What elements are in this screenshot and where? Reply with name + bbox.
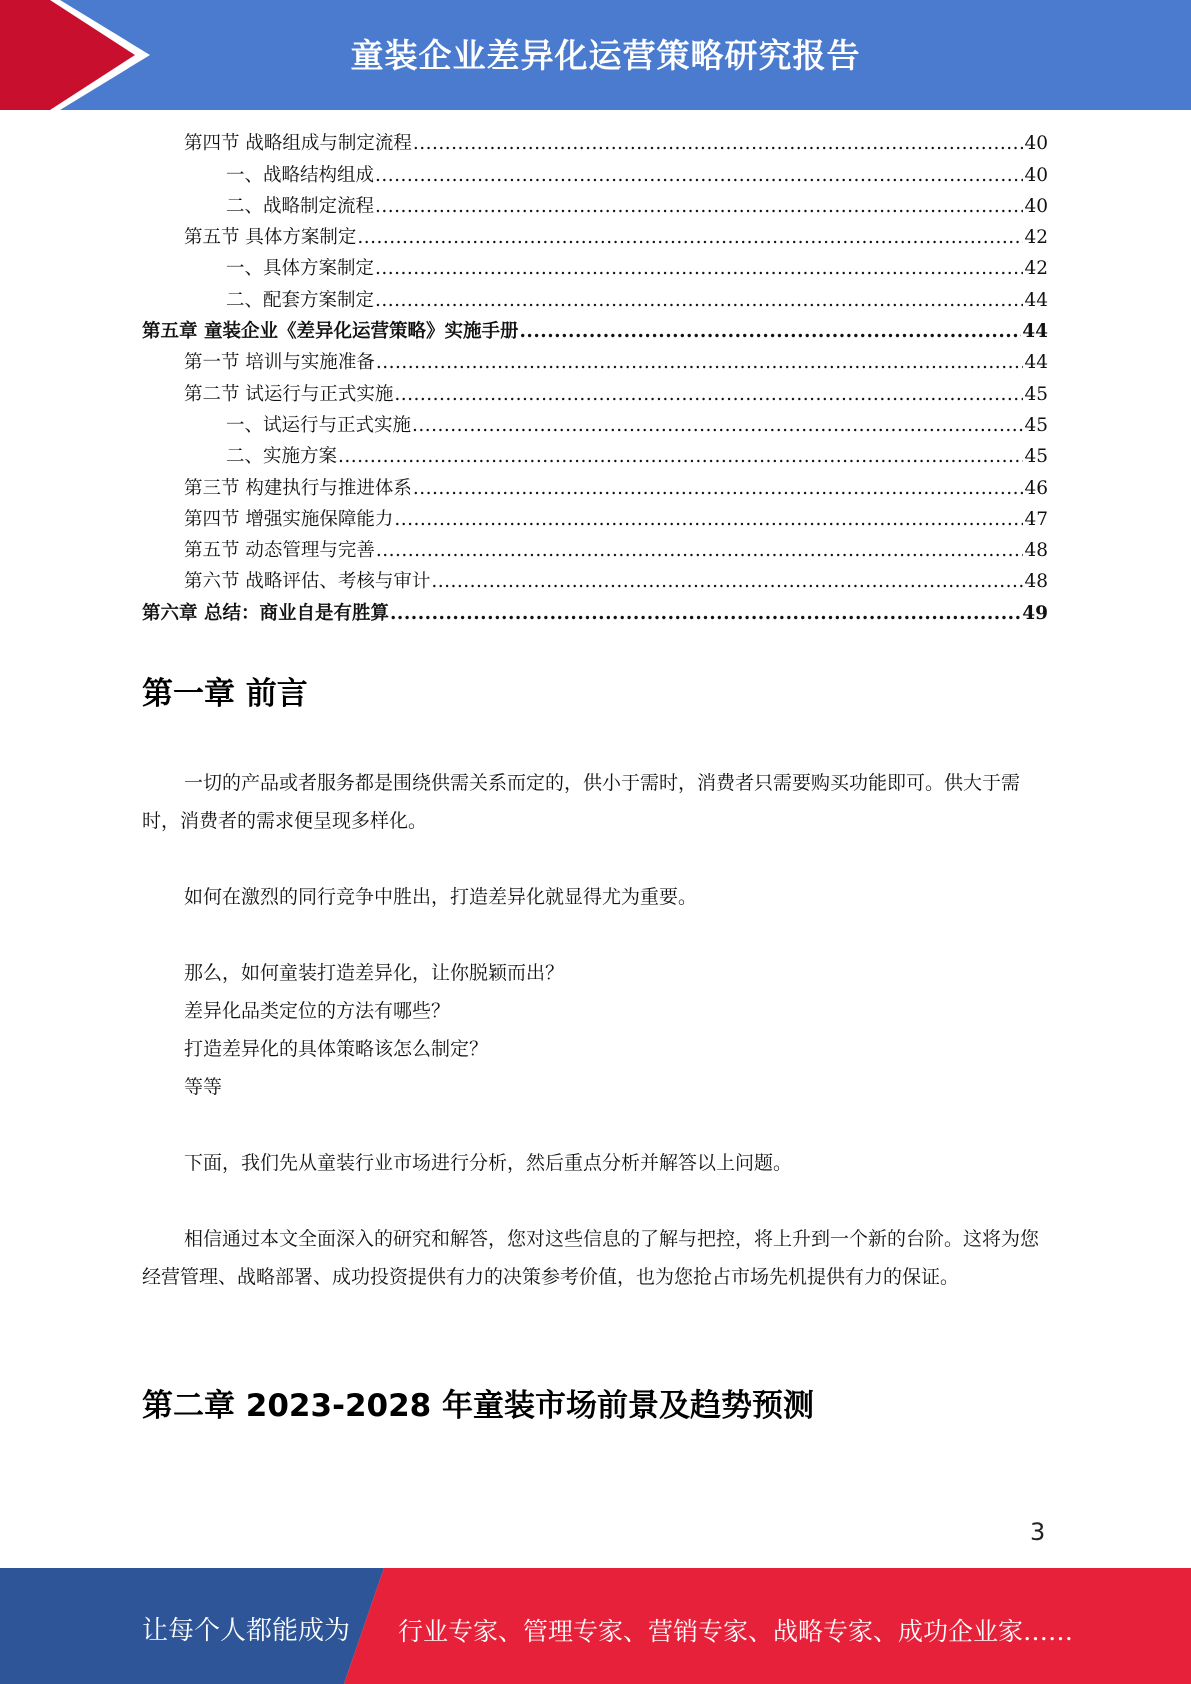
question-4: 等等 (184, 1076, 223, 1098)
toc-entry-page: 42 (1024, 258, 1048, 280)
toc-entry-page: 46 (1024, 477, 1048, 499)
toc-leader-dots (413, 128, 1024, 159)
page-number: 3 (1030, 1518, 1046, 1546)
toc-entry-label: 一、具体方案制定 (226, 258, 375, 280)
paragraph-4: 相信通过本文全面深入的研究和解答，您对这些信息的了解与把控，将上升到一个新的台阶。这将为您经营管理、战略部署、成功投资提供有力的决策参考价值，也为您抢占市场先机提供有力的保证。 (142, 1228, 1040, 1288)
page-footer (0, 1568, 1191, 1684)
toc-entry-page: 47 (1024, 508, 1048, 530)
toc-entry-page: 44 (1024, 352, 1048, 374)
toc-entry[interactable] (142, 535, 1048, 566)
toc-leader-dots (357, 222, 1023, 253)
toc-entry-page: 40 (1024, 133, 1048, 155)
question-1: 那么，如何童装打造差异化，让你脱颖而出？ (184, 962, 565, 984)
toc-leader-dots (338, 441, 1023, 472)
toc-entry[interactable] (142, 566, 1048, 597)
toc-entry-label: 第五节 具体方案制定 (184, 227, 357, 249)
toc-entry[interactable] (142, 159, 1048, 190)
toc-entry[interactable] (142, 316, 1048, 347)
toc-leader-dots (394, 379, 1023, 410)
toc-entry-label: 二、战略制定流程 (226, 195, 375, 217)
toc-entry-label: 第四节 增强实施保障能力 (184, 508, 394, 530)
toc-entry-page: 40 (1024, 164, 1048, 186)
toc-entry-page: 44 (1022, 321, 1048, 343)
report-title: 童装企业差异化运营策略研究报告 (350, 36, 861, 75)
toc-entry[interactable] (142, 128, 1048, 159)
toc-entry[interactable] (142, 347, 1048, 378)
toc-leader-dots (375, 285, 1023, 316)
toc-entry[interactable] (142, 284, 1048, 315)
page-header (0, 0, 1191, 110)
toc-leader-dots (390, 598, 1021, 629)
toc-leader-dots (412, 410, 1023, 441)
toc-entry[interactable] (142, 441, 1048, 472)
toc-entry-page: 40 (1024, 195, 1048, 217)
paragraph-2: 如何在激烈的同行竞争中胜出，打造差异化就显得尤为重要。 (184, 886, 698, 908)
toc-entry-page: 44 (1024, 289, 1048, 311)
toc-leader-dots (376, 535, 1024, 566)
toc-entry[interactable] (142, 410, 1048, 441)
toc-entry-label: 二、实施方案 (226, 446, 338, 468)
toc-leader-dots (394, 504, 1023, 535)
toc-entry[interactable] (142, 472, 1048, 503)
toc-entry-page: 45 (1024, 414, 1048, 436)
toc-leader-dots (375, 253, 1023, 284)
toc-entry-page: 48 (1024, 540, 1048, 562)
toc-entry[interactable] (142, 504, 1048, 535)
toc-entry-label: 第一节 培训与实施准备 (184, 352, 375, 374)
toc-entry-page: 49 (1022, 602, 1048, 624)
toc-leader-dots (519, 316, 1021, 347)
toc-entry-label: 第六节 战略评估、考核与审计 (184, 571, 431, 593)
toc-entry-label: 第三节 构建执行与推进体系 (184, 477, 412, 499)
toc-leader-dots (376, 347, 1024, 378)
toc-entry-label: 二、配套方案制定 (226, 289, 375, 311)
toc-entry-label: 第四节 战略组成与制定流程 (184, 133, 412, 155)
toc-entry-label: 第五节 动态管理与完善 (184, 540, 375, 562)
toc-entry-label: 第二节 试运行与正式实施 (184, 383, 394, 405)
footer-slogan-left: 让每个人都能成为 (142, 1616, 351, 1646)
question-3: 打造差异化的具体策略该怎么制定？ (184, 1038, 489, 1060)
toc-entry-label: 一、战略结构组成 (226, 164, 375, 186)
toc-entry-label: 第六章 总结：商业自是有胜算 (142, 602, 389, 624)
toc-entry[interactable] (142, 378, 1048, 409)
toc-entry-page: 48 (1024, 571, 1048, 593)
table-of-contents (142, 128, 1048, 629)
toc-entry[interactable] (142, 253, 1048, 284)
toc-entry-label: 一、试运行与正式实施 (226, 414, 412, 436)
toc-leader-dots (375, 160, 1023, 191)
toc-entry[interactable] (142, 222, 1048, 253)
chapter-2-title: 第二章 2023-2028 年童装市场前景及趋势预测 (142, 1388, 815, 1424)
paragraph-1: 一切的产品或者服务都是围绕供需关系而定的，供小于需时，消费者只需要购买功能即可。供大于需时，消费者的需求便呈现多样化。 (142, 772, 1021, 832)
question-2: 差异化品类定位的方法有哪些？ (184, 1000, 451, 1022)
toc-leader-dots (431, 566, 1023, 597)
toc-entry-page: 45 (1024, 383, 1048, 405)
toc-entry-page: 45 (1024, 446, 1048, 468)
toc-entry[interactable] (142, 191, 1048, 222)
toc-leader-dots (375, 191, 1023, 222)
chapter-1-title: 第一章 前言 (142, 676, 308, 712)
toc-entry-label: 第五章 童装企业《差异化运营策略》实施手册 (142, 321, 519, 343)
paragraph-3: 下面，我们先从童装行业市场进行分析，然后重点分析并解答以上问题。 (184, 1152, 793, 1174)
toc-leader-dots (413, 473, 1024, 504)
toc-entry-page: 42 (1024, 227, 1048, 249)
toc-entry[interactable] (142, 597, 1048, 628)
footer-slogan-right: 行业专家、管理专家、营销专家、战略专家、成功企业家…… (398, 1617, 1074, 1646)
